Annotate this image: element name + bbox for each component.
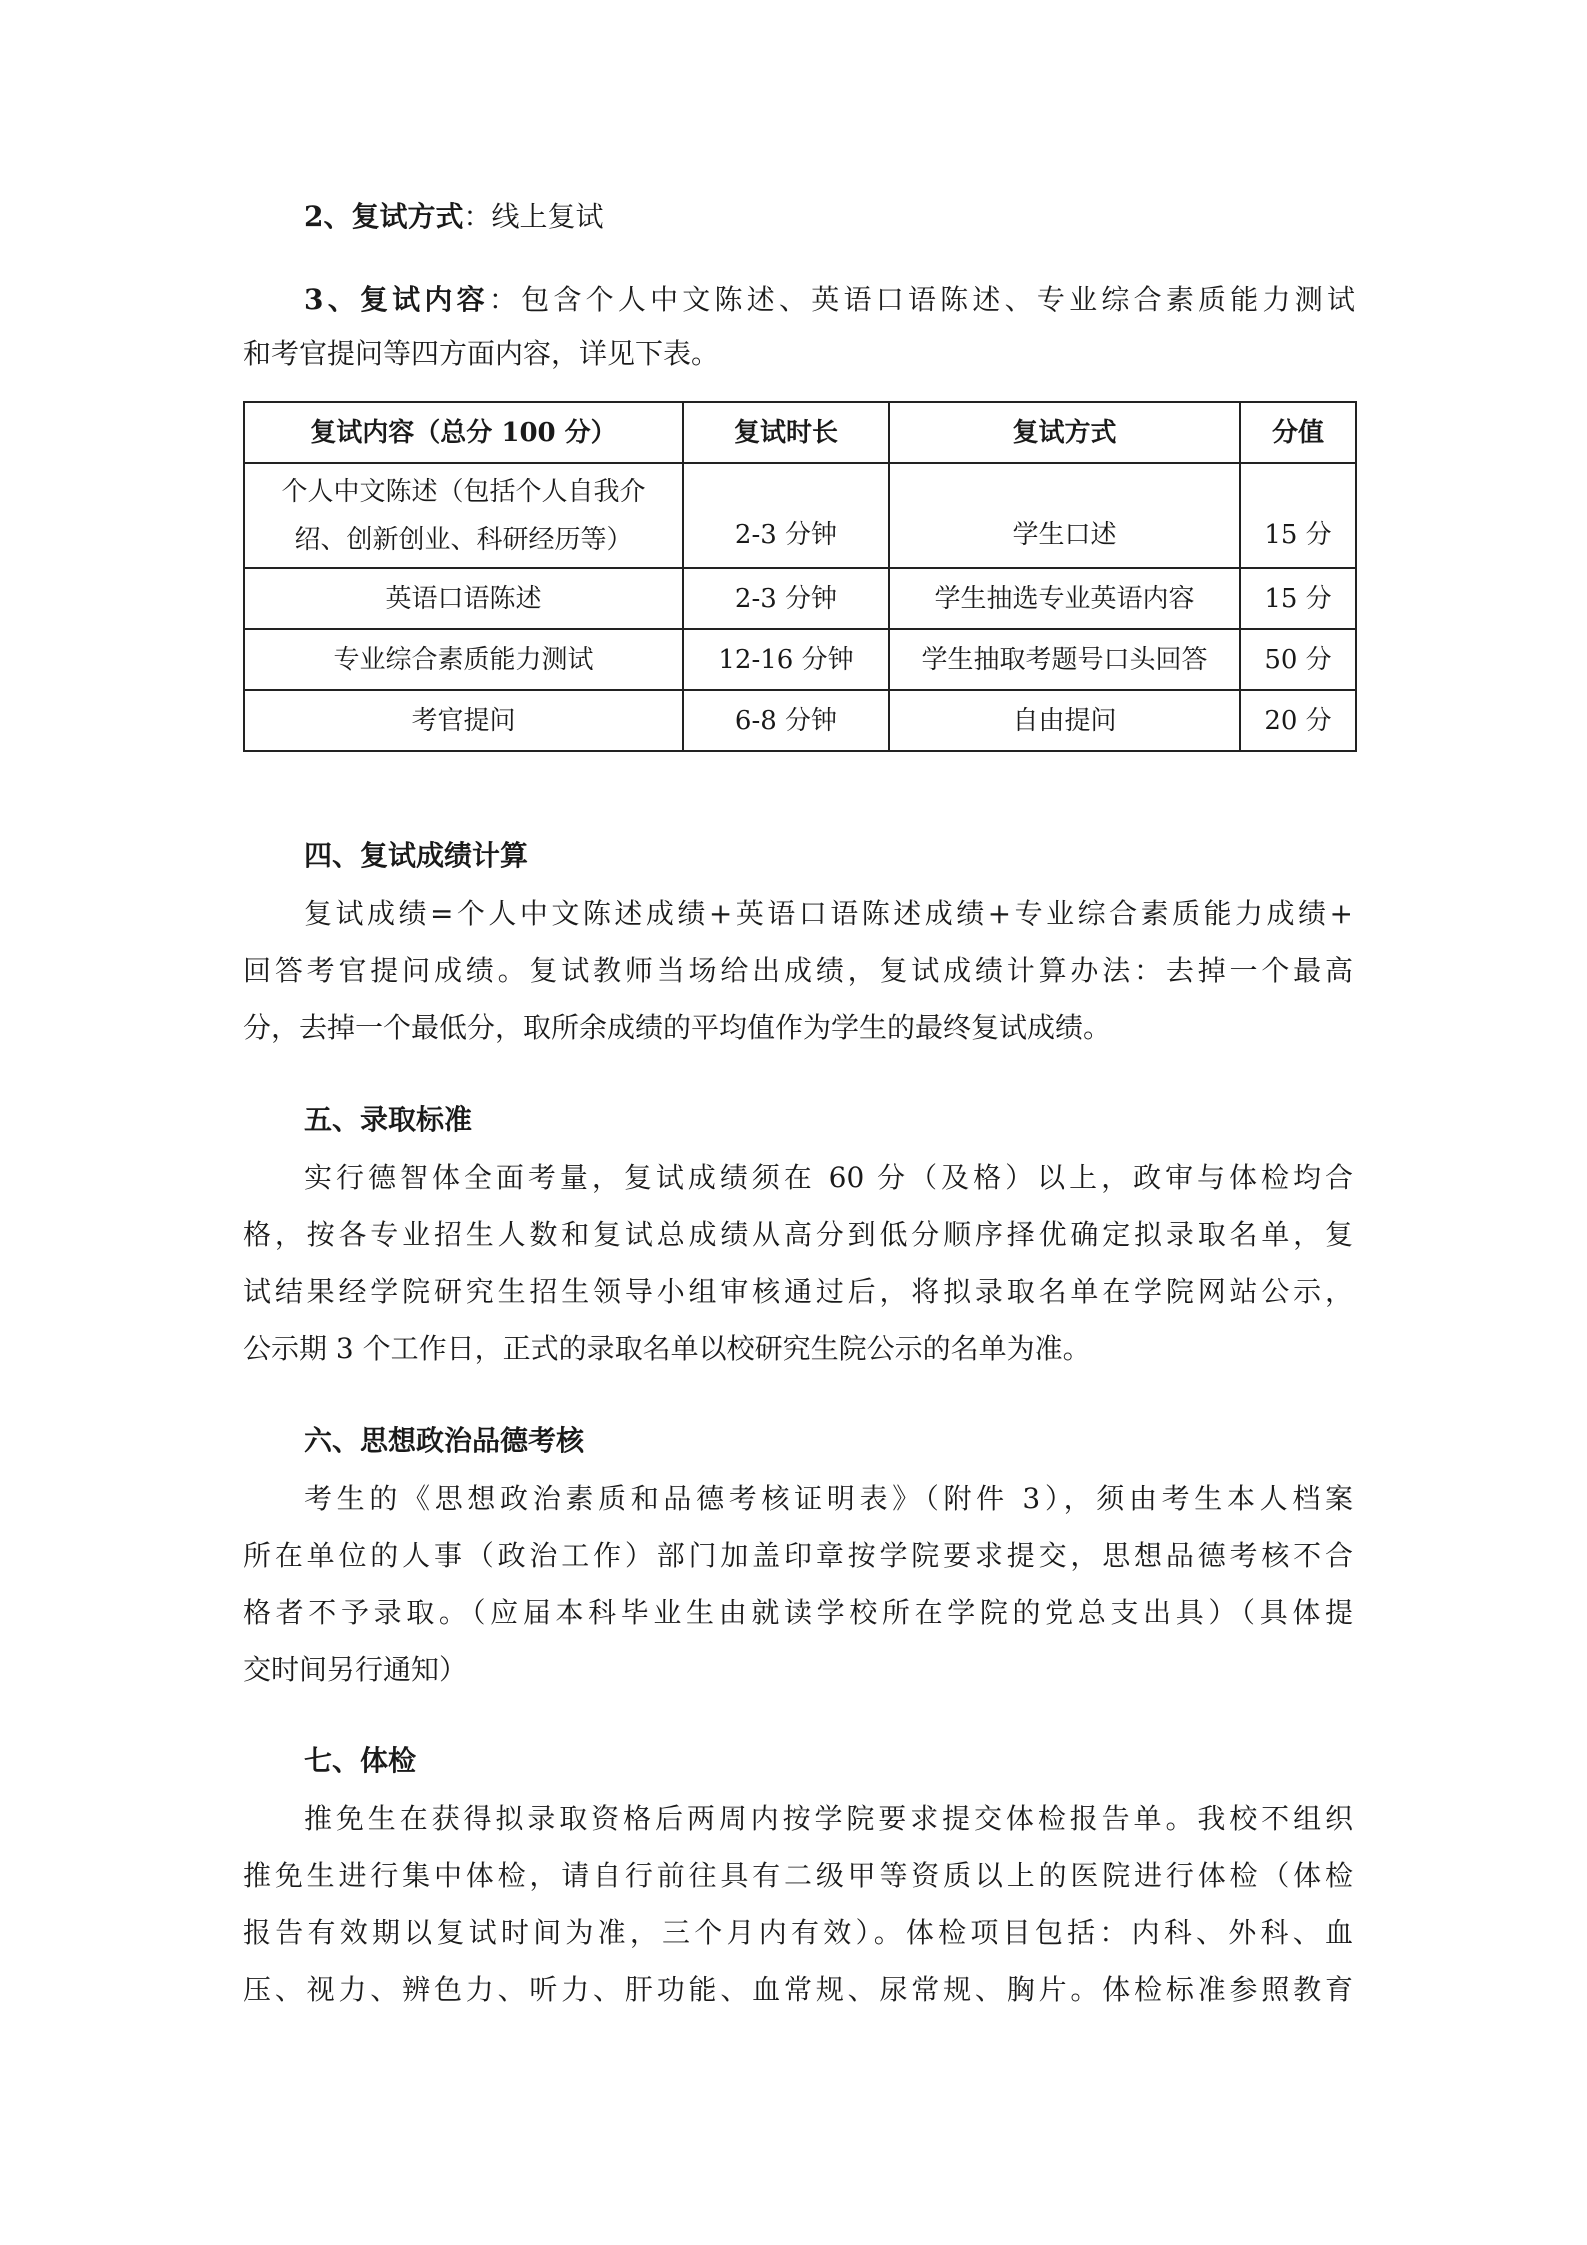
table-cell: 自由提问 bbox=[889, 690, 1240, 751]
retest-content-line-2: 和考官提问等四方面内容，详见下表。 bbox=[243, 337, 720, 370]
table-cell bbox=[1240, 463, 1356, 568]
section-4-line: 回答考官提问成绩。复试教师当场给出成绩，复试成绩计算办法：去掉一个最高 bbox=[243, 954, 1353, 987]
table-header-row bbox=[244, 402, 1356, 463]
retest-content-text-1: ：包含个人中文陈述、英语口语陈述、专业综合素质能力测试 bbox=[488, 283, 1355, 316]
section-5-line: 公示期 3 个工作日，正式的录取名单以校研究生院公示的名单为准。 bbox=[243, 1332, 1091, 1365]
table-cell: 英语口语陈述 bbox=[244, 568, 683, 629]
table-cell bbox=[244, 463, 683, 568]
section-6-heading: 六、思想政治品德考核 bbox=[304, 1424, 585, 1457]
table-cell: 学生抽取考题号口头回答 bbox=[889, 629, 1240, 690]
table-cell-text: 2-3 分钟 bbox=[734, 520, 838, 550]
retest-content-line-1 bbox=[304, 282, 1355, 318]
retest-method-line bbox=[304, 199, 604, 235]
table-header-cell: 分值 bbox=[1240, 402, 1356, 463]
table-cell bbox=[683, 463, 889, 568]
section-5-line: 实行德智体全面考量，复试成绩须在 60 分（及格）以上，政审与体检均合 bbox=[304, 1161, 1353, 1194]
section-7-line: 报告有效期以复试时间为准，三个月内有效）。体检项目包括：内科、外科、血 bbox=[243, 1916, 1353, 1949]
table-row bbox=[244, 463, 1356, 568]
table-cell: 20 分 bbox=[1240, 690, 1356, 751]
retest-content-table bbox=[243, 401, 1357, 752]
table-cell bbox=[889, 463, 1240, 568]
table-header-cell: 复试内容（总分 100 分） bbox=[244, 402, 683, 463]
section-7-heading: 七、体检 bbox=[304, 1744, 417, 1777]
retest-method-value: ：线上复试 bbox=[463, 200, 604, 233]
section-5-line: 格，按各专业招生人数和复试总成绩从高分到低分顺序择优确定拟录取名单，复 bbox=[243, 1218, 1353, 1251]
retest-method-label: 2、复试方式 bbox=[304, 200, 464, 233]
table-cell-text: 个人中文陈述（包括个人自我介 bbox=[281, 476, 646, 507]
section-5-heading: 五、录取标准 bbox=[304, 1103, 473, 1136]
table-row bbox=[244, 690, 1356, 751]
table-cell: 专业综合素质能力测试 bbox=[244, 629, 683, 690]
section-5-line: 试结果经学院研究生招生领导小组审核通过后，将拟录取名单在学院网站公示， bbox=[243, 1275, 1353, 1308]
section-7-line: 推免生进行集中体检，请自行前往具有二级甲等资质以上的医院进行体检（体检 bbox=[243, 1859, 1353, 1892]
table-cell: 6-8 分钟 bbox=[683, 690, 889, 751]
table-cell-text: 学生口述 bbox=[1012, 520, 1117, 550]
table-cell-text: 绍、创新创业、科研经历等） bbox=[294, 524, 633, 555]
section-6-line: 格者不予录取。（应届本科毕业生由就读学校所在学院的党总支出具）（具体提 bbox=[243, 1596, 1353, 1629]
section-6-line: 考生的《思想政治素质和品德考核证明表》（附件 3），须由考生本人档案 bbox=[304, 1482, 1353, 1515]
section-4-heading: 四、复试成绩计算 bbox=[304, 839, 529, 872]
table-cell-text: 15 分 bbox=[1264, 520, 1332, 550]
table-cell: 学生抽选专业英语内容 bbox=[889, 568, 1240, 629]
table-row bbox=[244, 629, 1356, 690]
retest-content-label: 3、复试内容 bbox=[304, 283, 489, 316]
table-header-cell: 复试方式 bbox=[889, 402, 1240, 463]
section-7-line: 压、视力、辨色力、听力、肝功能、血常规、尿常规、胸片。体检标准参照教育 bbox=[243, 1973, 1353, 2006]
table-header-cell: 复试时长 bbox=[683, 402, 889, 463]
section-4-line: 分，去掉一个最低分，取所余成绩的平均值作为学生的最终复试成绩。 bbox=[243, 1011, 1112, 1044]
section-4-line: 复试成绩=个人中文陈述成绩+英语口语陈述成绩+专业综合素质能力成绩+ bbox=[304, 897, 1353, 930]
section-6-line: 交时间另行通知） bbox=[243, 1653, 468, 1686]
table-cell: 2-3 分钟 bbox=[683, 568, 889, 629]
table-cell: 12-16 分钟 bbox=[683, 629, 889, 690]
table-cell: 50 分 bbox=[1240, 629, 1356, 690]
section-6-line: 所在单位的人事（政治工作）部门加盖印章按学院要求提交，思想品德考核不合 bbox=[243, 1539, 1353, 1572]
table-cell: 15 分 bbox=[1240, 568, 1356, 629]
table-cell: 考官提问 bbox=[244, 690, 683, 751]
table-row bbox=[244, 568, 1356, 629]
section-7-line: 推免生在获得拟录取资格后两周内按学院要求提交体检报告单。我校不组织 bbox=[304, 1802, 1353, 1835]
